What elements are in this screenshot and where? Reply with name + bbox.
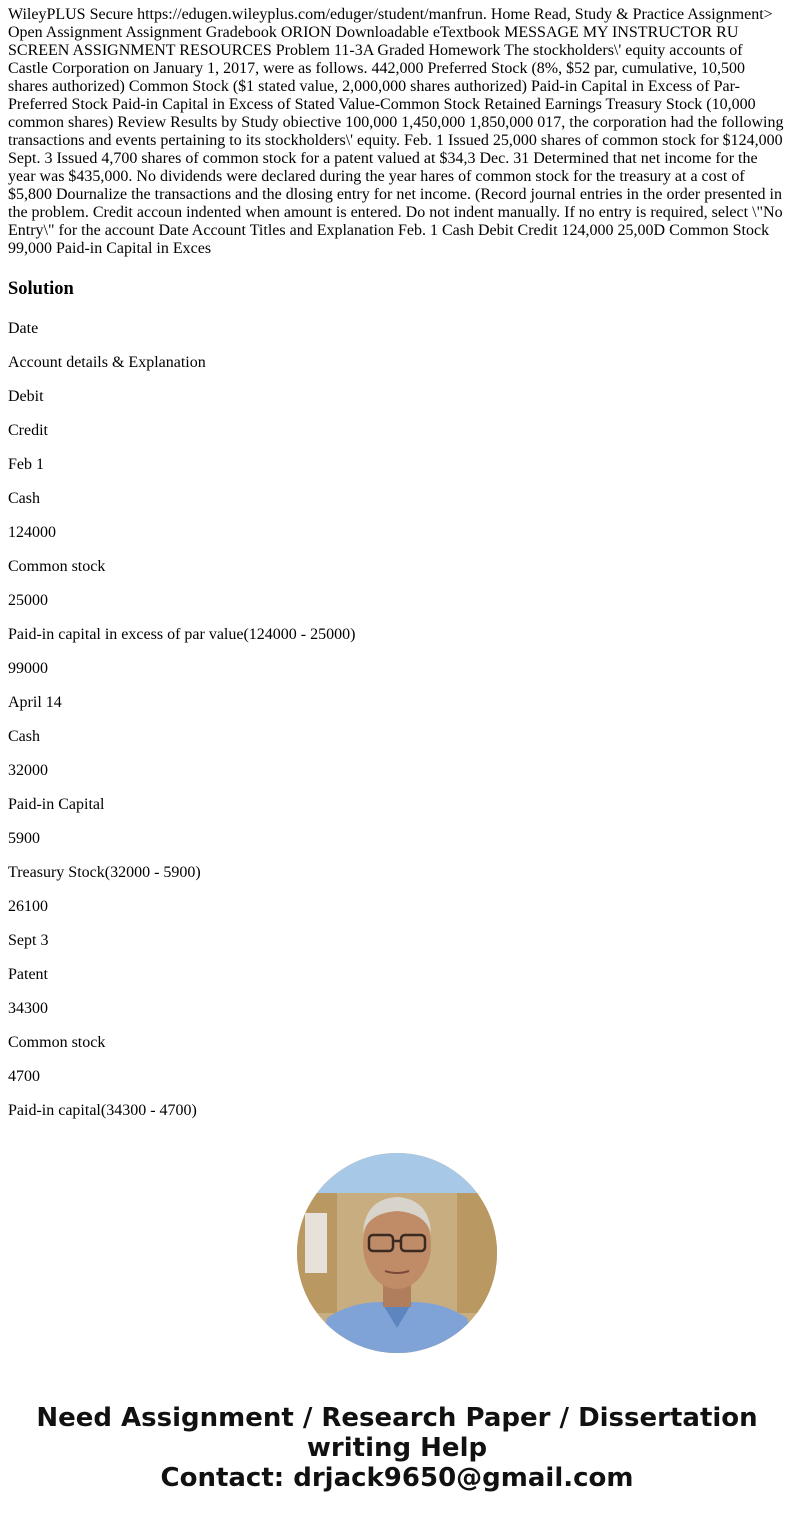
solution-lines xyxy=(8,320,786,1120)
question-text: WileyPLUS Secure https://edugen.wileyplus.com/eduger/student/manfrun. Home Read, Study & Practice Assignment> Open Assignment Assignment Gradebook ORION Downloadable eTextbook MESSAGE MY INSTRUCTOR RU SCREEN ASSIGNMENT RESOURCES Problem 11-3A Graded Homework The stockholders\' equity accounts of Castle Corporation on January 1, 2017, were as follows. 442,000 Preferred Stock (8%, $52 par, cumulative, 10,500 shares authorized) Common Stock ($1 stated value, 2,000,000 shares authorized) Paid-in Capital in Excess of Par-Preferred Stock Paid-in Capital in Excess of Stated Value-Common Stock Retained Earnings Treasury Stock (10,000 common shares) Review Results by Study obiective 100,000 1,450,000 1,850,000 017, the corporation had the following transactions and events pertaining to its stockholders\' equity. Feb. 1 Issued 25,000 shares of common stock for $124,000 Sept. 3 Issued 4,700 shares of common stock for a patent valued at $34,3 Dec. 31 Determined that net income for the year was $435,000. No dividends were declared during the year hares of common stock for the treasury at a cost of $5,800 Dournalize the transactions and the dlosing entry for net income. (Record journal entries in the order presented in the problem. Credit accoun indented when amount is entered. Do not indent manually. If no entry is required, select \"No Entry\" for the account Date Account Titles and Explanation Feb. 1 Cash Debit Credit 124,000 25,00D Common Stock 99,000 Paid-in Capital in Exces xyxy=(8,6,784,257)
solution-line: Patent xyxy=(8,966,48,983)
solution-line: 99000 xyxy=(8,660,48,677)
banner-line: writing Help xyxy=(306,1433,488,1463)
solution-line: Date xyxy=(8,320,39,337)
avatar xyxy=(297,1153,497,1353)
solution-heading: Solution xyxy=(8,279,74,299)
solution-line: Paid-in Capital xyxy=(8,796,105,813)
solution-line: 25000 xyxy=(8,592,48,609)
solution-line: 4700 xyxy=(8,1068,40,1085)
solution-line: 34300 xyxy=(8,1000,48,1017)
solution-line: Cash xyxy=(8,728,40,745)
help-banner xyxy=(0,1403,794,1493)
solution-line: 32000 xyxy=(8,762,48,779)
solution-line: 124000 xyxy=(8,524,56,541)
banner-contact: Contact: drjack9650@gmail.com xyxy=(160,1463,634,1493)
solution-line: 5900 xyxy=(8,830,40,847)
person-portrait-icon xyxy=(297,1153,497,1353)
solution-line: Cash xyxy=(8,490,40,507)
solution-line: Common stock xyxy=(8,558,106,575)
solution-line: Paid-in capital in excess of par value(124000 - 25000) xyxy=(8,626,356,643)
solution-line: Paid-in capital(34300 - 4700) xyxy=(8,1102,197,1119)
solution-line: Sept 3 xyxy=(8,932,49,949)
banner-line: Need Assignment / Research Paper / Dissertation xyxy=(36,1403,758,1433)
solution-line: 26100 xyxy=(8,898,48,915)
solution-line: Common stock xyxy=(8,1034,106,1051)
solution-line: Debit xyxy=(8,388,44,405)
solution-line: Feb 1 xyxy=(8,456,44,473)
solution-line: Credit xyxy=(8,422,48,439)
solution-line: Account details & Explanation xyxy=(8,354,206,371)
solution-line: April 14 xyxy=(8,694,62,711)
solution-line: Treasury Stock(32000 - 5900) xyxy=(8,864,201,881)
